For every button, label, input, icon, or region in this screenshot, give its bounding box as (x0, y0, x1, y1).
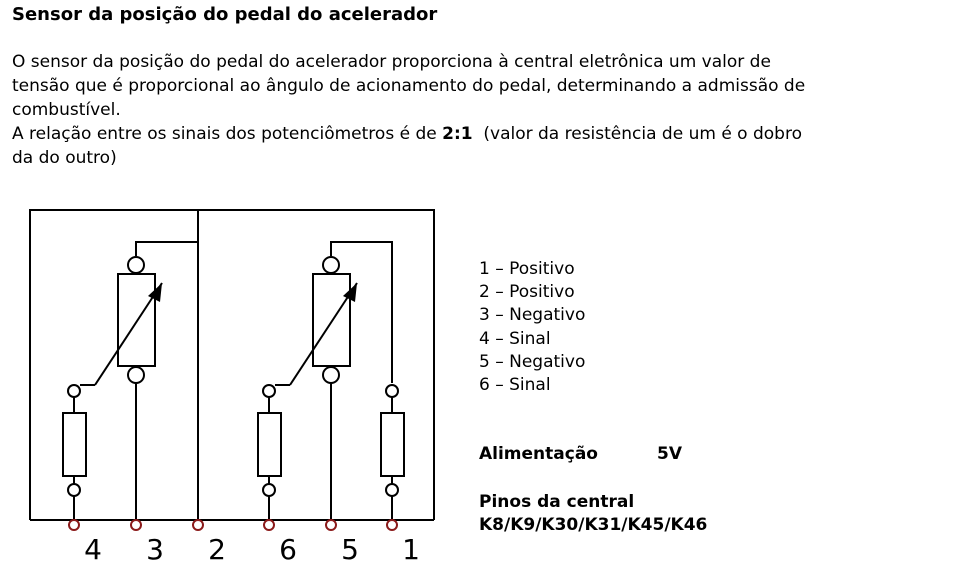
pin-terminal (387, 520, 397, 530)
legend-item: 3 – Negativo (479, 305, 586, 326)
left-signal-resistor (63, 413, 86, 476)
supply-resistor (381, 413, 404, 476)
right-signal-node-bottom (263, 484, 275, 496)
ecu-pins-list: K8/K9/K30/K31/K45/K46 (479, 515, 708, 535)
legend-item: 6 – Sinal (479, 375, 551, 396)
supply-label: Alimentação (479, 444, 598, 464)
description-line: O sensor da posição do pedal do acelerador proporciona à central eletrônica um valor de (12, 52, 771, 72)
ecu-pins-label: Pinos da central (479, 492, 635, 512)
description-line: combustível. (12, 100, 121, 120)
pin-label: 6 (279, 533, 297, 566)
ecu-pins-info (479, 491, 707, 537)
pin-terminal (69, 520, 79, 530)
pin-label: 4 (84, 533, 102, 566)
supply-value: 5V (657, 444, 682, 464)
left-signal-node-bottom (68, 484, 80, 496)
left-pot-bottom-node (128, 367, 144, 383)
pin-label: 1 (402, 533, 420, 566)
legend-item: 1 – Positivo (479, 259, 575, 279)
legend-item: 4 – Sinal (479, 328, 551, 349)
description-line: da do outro) (12, 148, 117, 168)
right-pot-wiper (290, 283, 357, 385)
housing-outline (30, 210, 434, 520)
pin-terminal (264, 520, 274, 530)
pin-label: 2 (208, 533, 226, 566)
right-pot-bottom-node (323, 367, 339, 383)
pin-label: 3 (146, 533, 164, 566)
pin-terminal (131, 520, 141, 530)
left-signal-node-top (68, 385, 80, 397)
right-pot-top-wire (331, 242, 392, 383)
legend-item: 2 – Positivo (479, 282, 575, 303)
ratio-text-end: (valor da resistência de um é o dobro (472, 124, 802, 144)
supply-node-top (386, 385, 398, 397)
left-pot-top-wire (136, 242, 198, 256)
pin-label: 5 (341, 533, 359, 566)
pin-legend (479, 258, 585, 397)
left-pot-wiper (95, 283, 162, 385)
supply-node-bottom (386, 484, 398, 496)
legend-item: 5 – Negativo (479, 351, 586, 372)
ratio-text-start: A relação entre os sinais dos potenciômetros é de (12, 124, 443, 144)
ratio-value: 2:1 (442, 124, 473, 144)
right-signal-node-top (263, 385, 275, 397)
right-pot-top-node (323, 257, 339, 273)
pin-terminal (193, 520, 203, 530)
pin-terminal (326, 520, 336, 530)
page-title: Sensor da posição do pedal do acelerador (12, 4, 438, 25)
supply-info (479, 444, 682, 464)
left-pot-top-node (128, 257, 144, 273)
description-line: tensão que é proporcional ao ângulo de acionamento do pedal, determinando a admissão de (12, 76, 806, 96)
right-signal-resistor (258, 413, 281, 476)
